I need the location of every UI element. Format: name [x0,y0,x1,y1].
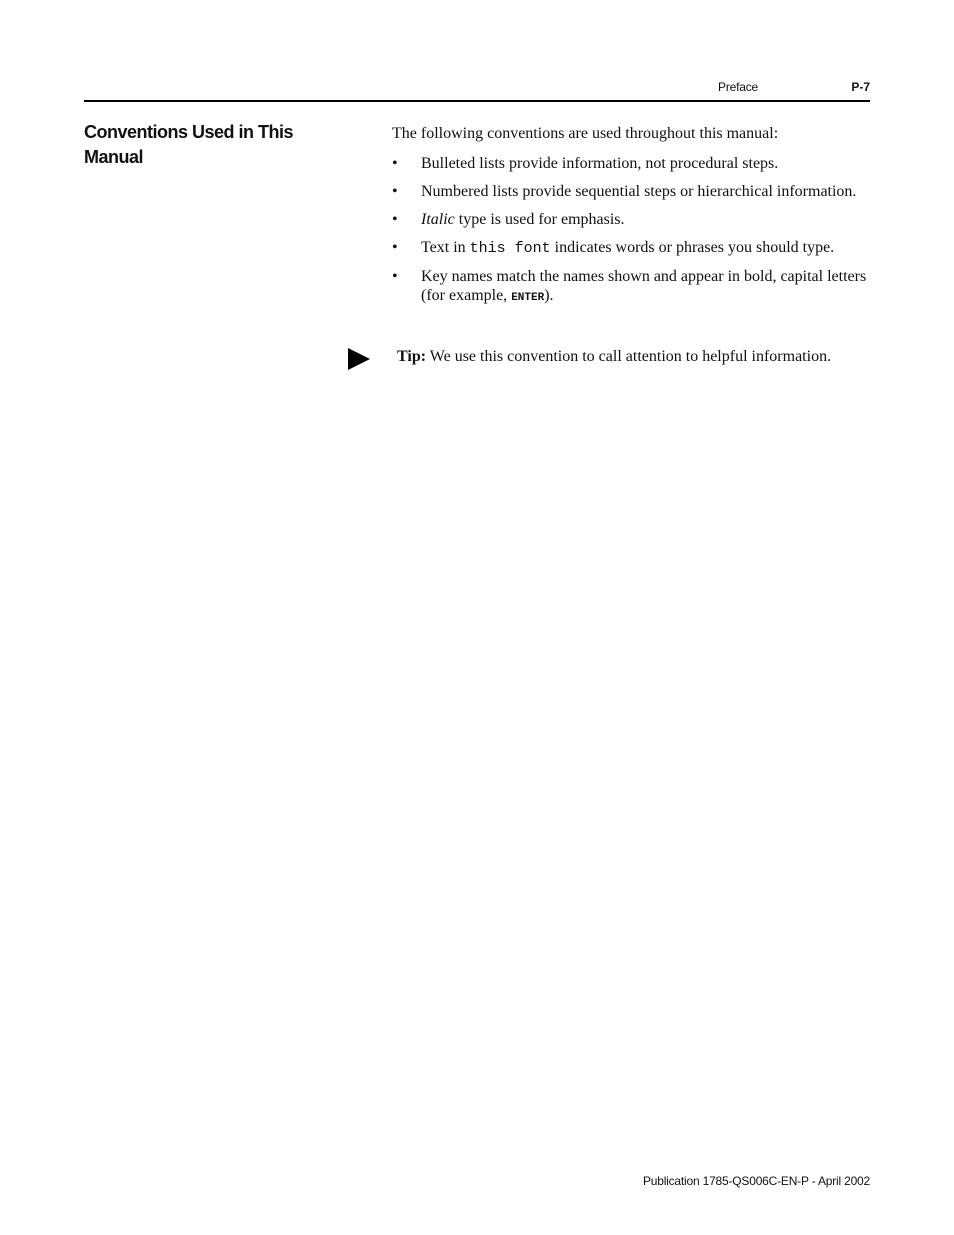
list-item-text: type is used for emphasis. [454,211,625,228]
list-item-text: Numbered lists provide sequential steps or hierarchical information. [421,183,857,200]
intro-paragraph: The following conventions are used throughout this manual: [392,125,779,142]
section-heading-line-2: Manual [84,147,144,167]
bullet-icon: • [392,211,398,228]
page-header [84,78,870,102]
tip-label: Tip: [397,348,427,365]
list-item [392,154,878,173]
list-item-text: Text in [421,239,470,256]
bullet-icon: • [392,239,398,256]
list-item [392,267,878,308]
list-item [392,182,878,201]
list-item-text: Bulleted lists provide information, not procedural steps. [421,155,779,172]
list-item [392,210,878,229]
tip-text: We use this convention to call attention to helpful information. [426,348,832,365]
bullet-icon: • [392,155,398,172]
key-name-example: ENTER [511,292,545,304]
header-page-number: P-7 [851,80,870,94]
footer-publication: Publication 1785-QS006C-EN-P - April 2002 [642,1174,870,1188]
monospace-example: this font [469,240,551,257]
italic-example: Italic [421,211,455,228]
section-heading [84,120,334,170]
conventions-list [392,154,878,317]
arrow-right-icon [348,348,370,370]
bullet-icon: • [392,268,398,285]
bullet-icon: • [392,183,398,200]
list-item-text: indicates words or phrases you should type. [550,239,835,256]
list-item [392,238,878,258]
tip-paragraph [397,347,831,366]
list-item-text: ). [544,287,554,304]
section-heading-line-1: Conventions Used in This [84,122,294,142]
header-section-title: Preface [718,80,758,94]
list-item-text: Key names match the names shown and appear in bold, capital letters (for example, [421,268,867,304]
